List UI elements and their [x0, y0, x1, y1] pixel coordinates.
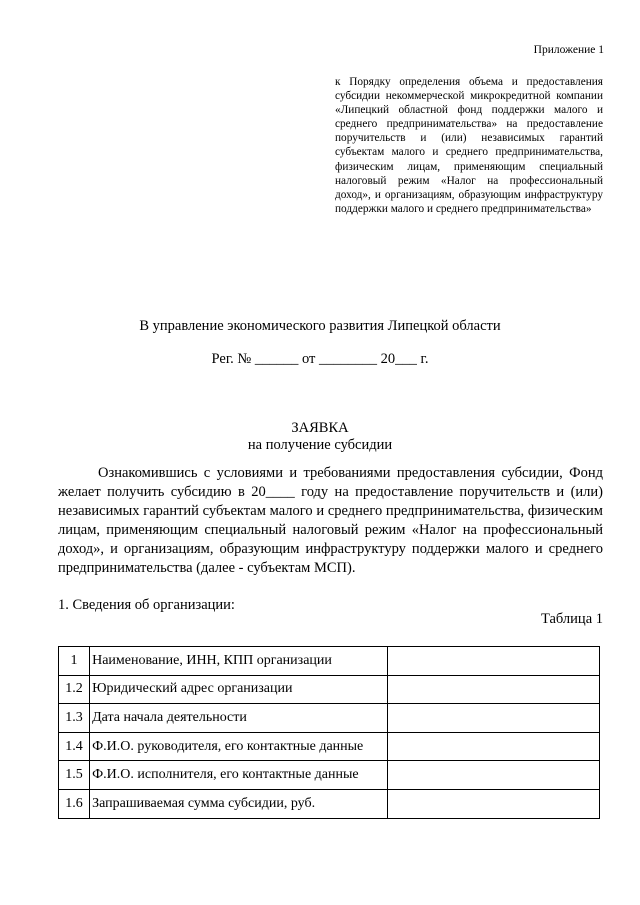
table-row	[59, 732, 600, 761]
title-main: ЗАЯВКА	[291, 420, 349, 436]
row-label: Ф.И.О. руководителя, его контактные данные	[90, 732, 388, 761]
table-label: Таблица 1	[540, 611, 603, 627]
row-label: Наименование, ИНН, КПП организации	[90, 647, 388, 676]
row-value-cell[interactable]	[388, 675, 600, 704]
table-row	[59, 704, 600, 733]
row-number: 1.5	[59, 761, 90, 790]
table-row	[59, 675, 600, 704]
row-label: Ф.И.О. исполнителя, его контактные данные	[90, 761, 388, 790]
row-number: 1.6	[59, 789, 90, 818]
appendix-reference: к Порядку определения объема и предоставления субсидии некоммерческой микрокредитной компании «Липецкий областной фонд поддержки малого и среднего предпринимательства» на предоставление поручительств и (или) независимых гарантий субъектам малого и среднего предпринимательства, физическим лицам, применяющим специальный налоговый режим «Налог на профессиональный доход», и организациям, образующим инфраструктуру поддержки малого и среднего предпринимательства»	[335, 76, 603, 215]
organization-info-table	[58, 646, 600, 819]
row-number: 1	[59, 647, 90, 676]
row-number: 1.3	[59, 704, 90, 733]
application-body: Ознакомившись с условиями и требованиями предоставления субсидии, Фонд желает получить субсидию в 20____ году на предоставление поручительств и (или) независимых гарантий субъектам малого и среднего предпринимательства, физическим лицам, применяющим специальный налоговый режим «Налог на профессиональный доход», и организациям, образующим инфраструктуру поддержки малого и среднего предпринимательства (далее - субъектам МСП).	[58, 465, 603, 576]
row-number: 1.2	[59, 675, 90, 704]
document-title	[0, 420, 640, 454]
row-value-cell[interactable]	[388, 761, 600, 790]
registration-line: Рег. № ______ от ________ 20___ г.	[211, 351, 429, 367]
row-label: Дата начала деятельности	[90, 704, 388, 733]
table-row	[59, 789, 600, 818]
appendix-label: Приложение 1	[533, 44, 604, 56]
section-heading: 1. Сведения об организации:	[58, 597, 235, 613]
row-number: 1.4	[59, 732, 90, 761]
table-row	[59, 647, 600, 676]
title-sub: на получение субсидии	[247, 437, 393, 453]
row-label: Юридический адрес организации	[90, 675, 388, 704]
row-value-cell[interactable]	[388, 732, 600, 761]
table-row	[59, 761, 600, 790]
row-label: Запрашиваемая сумма субсидии, руб.	[90, 789, 388, 818]
recipient-line: В управление экономического развития Липецкой области	[139, 318, 501, 334]
row-value-cell[interactable]	[388, 647, 600, 676]
row-value-cell[interactable]	[388, 704, 600, 733]
row-value-cell[interactable]	[388, 789, 600, 818]
